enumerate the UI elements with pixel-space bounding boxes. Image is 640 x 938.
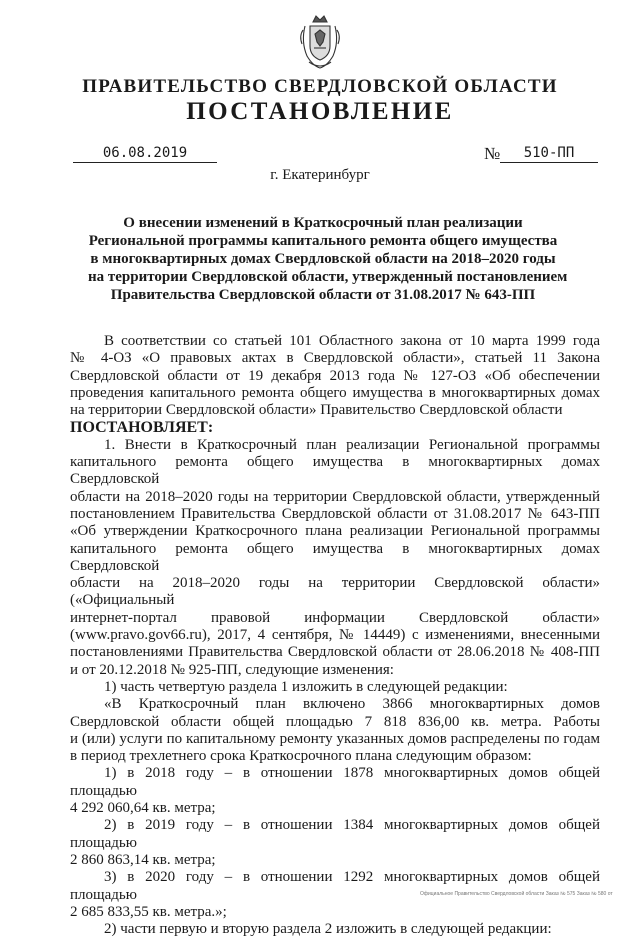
footer-note: Официальное Правительство Свердловской области Заказ № 575 Заказ № 580 от (420, 891, 613, 897)
body-line: 1) в 2018 году – в отношении 1878 многоквартирных домов общей площадью (70, 765, 600, 799)
document-date: 06.08.2019 (73, 145, 217, 163)
body-line: постановлением Правительства Свердловской области от 31.08.2017 № 643-ПП (70, 505, 600, 522)
body-line: «Об утверждении Краткосрочного плана реализации Региональной программы (70, 523, 600, 540)
postanovlyaet-label: ПОСТАНОВЛЯЕТ: (70, 419, 214, 437)
body-line: 1. Внести в Краткосрочный план реализации Региональной программы (104, 436, 600, 453)
title-line: в многоквартирных домах Свердловской области на 2018–2020 годы (90, 251, 556, 267)
body-line: постановлениями Правительства Свердловской области от 28.06.2018 № 408-ПП (70, 644, 600, 661)
body-line: 2 860 863,14 кв. метра; (70, 851, 216, 868)
document-title (88, 214, 568, 304)
body-line: области на 2018–2020 годы на территории Свердловской области, утвержденный (70, 488, 600, 505)
body-line: 1) часть четвертую раздела 1 изложить в следующей редакции: (104, 678, 508, 695)
document-body (70, 333, 600, 938)
city: г. Екатеринбург (270, 167, 370, 183)
sverdlovsk-coat-of-arms-icon (297, 12, 343, 70)
title-line: О внесении изменений в Краткосрочный план реализации (123, 215, 523, 231)
body-line: капитального ремонта общего имущества в многоквартирных домах Свердловской (70, 540, 600, 574)
document-number: 510-ПП (500, 145, 598, 163)
body-line: и (или) услуги по капитальному ремонту указанных домов распределены по годам (70, 730, 600, 747)
body-line: проведения капитального ремонта общего имущества в многоквартирных домах (70, 384, 600, 401)
body-line: капитального ремонта общего имущества в многоквартирных домах Свердловской (70, 454, 600, 488)
body-line: 2 685 833,55 кв. метра.»; (70, 903, 227, 920)
body-line: (www.pravo.gov66.ru), 2017, 4 сентября, № 14449) с изменениями, внесенными (70, 627, 600, 644)
body-line: интернет-портал правовой информации Свердловской области» (70, 609, 600, 626)
title-line: на территории Свердловской области, утвержденный постановлением (88, 269, 568, 285)
body-line: «В Краткосрочный план включено 3866 многоквартирных домов (104, 696, 600, 713)
number-sign: № (484, 144, 501, 163)
title-line: Правительства Свердловской области от 31.08.2017 № 643-ПП (110, 287, 536, 303)
body-line: и от 20.12.2018 № 925-ПП, следующие изменения: (70, 661, 394, 678)
body-line: № 4-ОЗ «О правовых актах в Свердловской области», статьей 11 Закона (70, 350, 600, 367)
body-line: 2) в 2019 году – в отношении 1384 многоквартирных домов общей площадью (70, 817, 600, 851)
body-line: 4 292 060,64 кв. метра; (70, 800, 216, 817)
body-line: 3) в 2020 году – в отношении 1292 многоквартирных домов общей площадью (70, 869, 600, 903)
body-line: В соответствии со статьей 101 Областного закона от 10 марта 1999 года (104, 333, 600, 349)
organization-name: ПРАВИТЕЛЬСТВО СВЕРДЛОВСКОЙ ОБЛАСТИ (82, 76, 558, 97)
body-line: 2) части первую и вторую раздела 2 изложить в следующей редакции: (104, 921, 552, 938)
title-line: Региональной программы капитального ремонта общего имущества (88, 233, 558, 249)
body-line: Свердловской области от 19 декабря 2013 года № 127-ОЗ «Об обеспечении (70, 367, 600, 384)
body-line: в период трехлетнего срока Краткосрочного плана следующим образом: (70, 748, 532, 765)
body-line: области на 2018–2020 годы на территории Свердловской области» («Официальный (70, 575, 600, 609)
body-line: на территории Свердловской области» Правительство Свердловской области (70, 402, 563, 419)
document-type: ПОСТАНОВЛЕНИЕ (186, 98, 454, 125)
body-line: Свердловской области общей площадью 7 818 836,00 кв. метра. Работы (70, 713, 600, 730)
